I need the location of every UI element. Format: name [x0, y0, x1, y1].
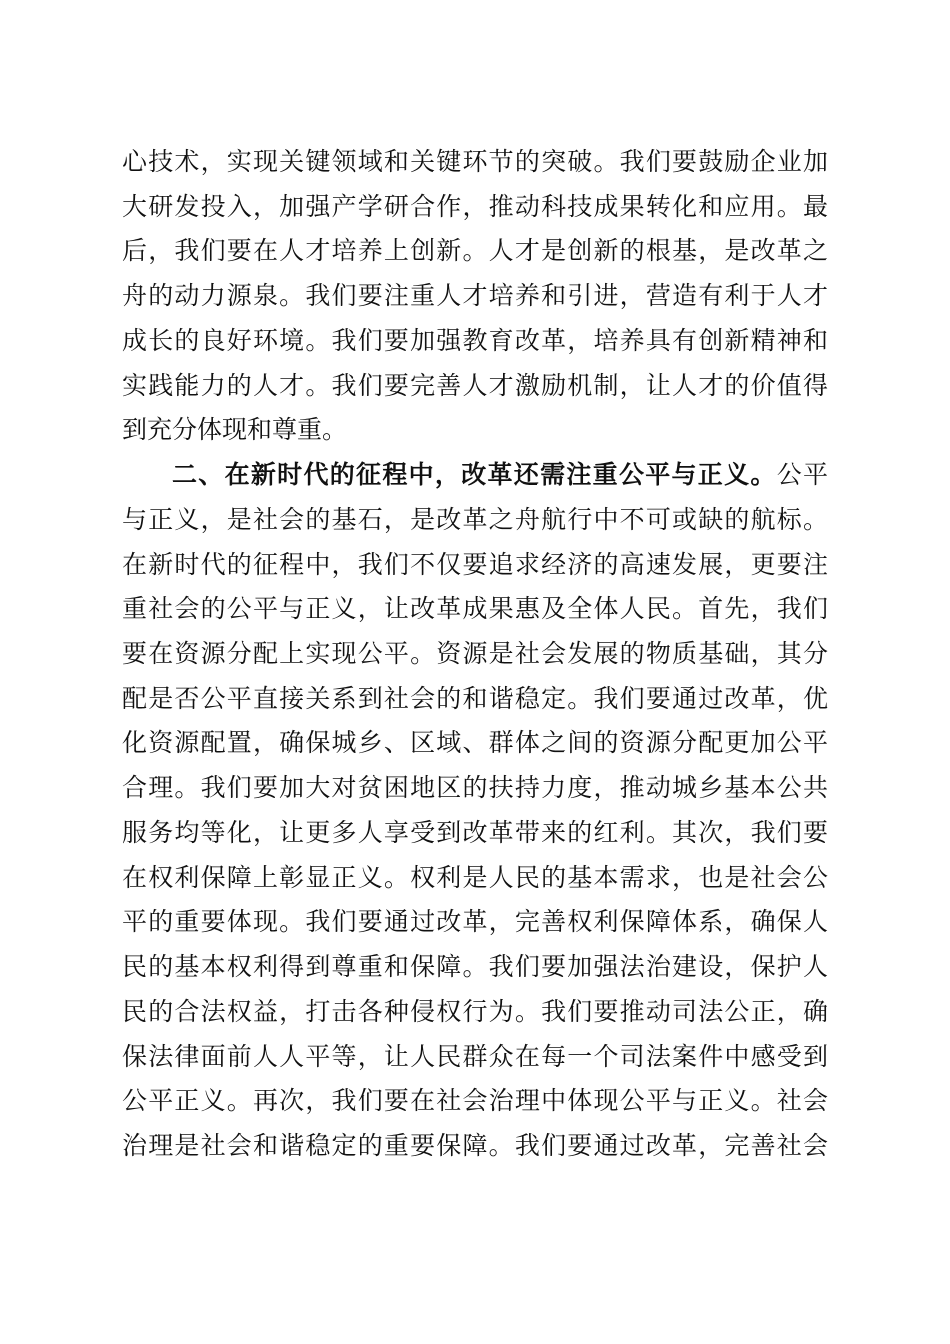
paragraph-2-line-8: 合理。我们要加大对贫困地区的扶持力度，推动城乡基本公共: [122, 773, 828, 802]
section-heading: 二、在新时代的征程中，改革还需注重公平与正义。: [172, 460, 777, 489]
paragraph-2-line-4: 重社会的公平与正义，让改革成果惠及全体人民。首先，我们: [122, 594, 828, 623]
paragraph-1-line-7: 到充分体现和尊重。: [122, 415, 348, 444]
paragraph-2-line-10: 在权利保障上彰显正义。权利是人民的基本需求，也是社会公: [122, 863, 828, 892]
paragraph-2-first-line-rest: 公平: [776, 460, 828, 489]
paragraph-1-line-6: 实践能力的人才。我们要完善人才激励机制，让人才的价值得: [122, 371, 828, 400]
paragraph-1-line-1: 心技术，实现关键领域和关键环节的突破。我们要鼓励企业加: [122, 147, 828, 176]
paragraph-2-line-3: 在新时代的征程中，我们不仅要追求经济的高速发展，更要注: [122, 550, 828, 579]
paragraph-2-line-7: 化资源配置，确保城乡、区域、群体之间的资源分配更加公平: [122, 728, 828, 757]
paragraph-1-line-4: 舟的动力源泉。我们要注重人才培养和引进，营造有利于人才: [122, 281, 828, 310]
paragraph-2-line-5: 要在资源分配上实现公平。资源是社会发展的物质基础，其分: [122, 639, 828, 668]
paragraph-2-line-16: 治理是社会和谐稳定的重要保障。我们要通过改革，完善社会: [122, 1131, 828, 1160]
paragraph-2-line-14: 保法律面前人人平等，让人民群众在每一个司法案件中感受到: [122, 1042, 828, 1071]
paragraph-2-line-13: 民的合法权益，打击各种侵权行为。我们要推动司法公正，确: [122, 997, 828, 1026]
paragraph-2-line-6: 配是否公平直接关系到社会的和谐稳定。我们要通过改革，优: [122, 684, 828, 713]
paragraph-1-line-3: 后，我们要在人才培养上创新。人才是创新的根基，是改革之: [122, 236, 828, 265]
paragraph-1-line-5: 成长的良好环境。我们要加强教育改革，培养具有创新精神和: [122, 326, 828, 355]
paragraph-2-line-9: 服务均等化，让更多人享受到改革带来的红利。其次，我们要: [122, 818, 828, 847]
paragraph-1-line-2: 大研发投入，加强产学研合作，推动科技成果转化和应用。最: [122, 192, 828, 221]
paragraph-2-line-2: 与正义，是社会的基石，是改革之舟航行中不可或缺的航标。: [122, 505, 828, 534]
paragraph-2-line-12: 民的基本权利得到尊重和保障。我们要加强法治建设，保护人: [122, 952, 828, 981]
paragraph-2-line-15: 公平正义。再次，我们要在社会治理中体现公平与正义。社会: [122, 1086, 828, 1115]
paragraph-2-line-11: 平的重要体现。我们要通过改革，完善权利保障体系，确保人: [122, 907, 828, 936]
